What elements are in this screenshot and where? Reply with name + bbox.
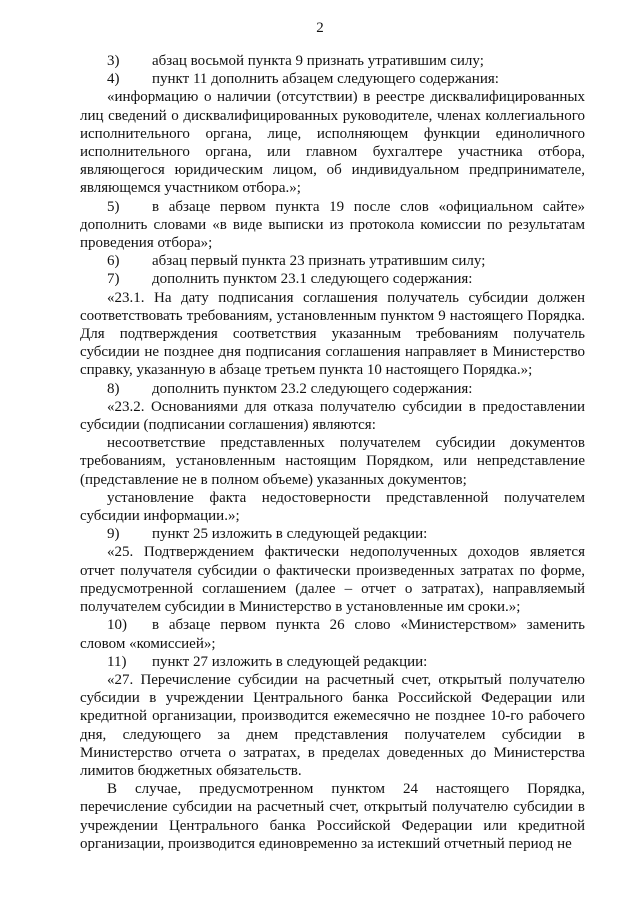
list-item bbox=[80, 270, 585, 288]
item-number: 9) bbox=[107, 526, 120, 543]
paragraph: «27. Перечисление субсидии на расчетный счет, открытый получателю субсидии в учреждении Центрального банка Российской Федерации или кредитной организации, производится ежемесячно не позднее 10-го рабочего дня, следующего за днем представления получателем субсидии в Министерство отчета о затратах, в пределах доведенных до Министерства лимитов бюджетных обязательств. bbox=[80, 671, 585, 779]
item-text: дополнить пунктом 23.1 следующего содержания: bbox=[152, 271, 473, 288]
list-item bbox=[80, 70, 585, 88]
item-number: 11) bbox=[107, 653, 127, 670]
item-number: 4) bbox=[107, 71, 120, 88]
paragraph: В случае, предусмотренном пунктом 24 настоящего Порядка, перечисление субсидии на расчетный счет, открытый получателю субсидии в учреждении Центрального банка Российской Федерации или кредитной организации, производится единовременно за истекший отчетный период не bbox=[80, 781, 585, 852]
paragraph: «25. Подтверждением фактически недополученных доходов является отчет получателя субсидии о фактически произведенных затратах по форме, предусмотренной соглашением (далее – отчет о затратах), направляемый получателем субсидии в Министерство в установленные им сроки.»; bbox=[80, 544, 585, 616]
item-number: 8) bbox=[107, 380, 120, 397]
document-body bbox=[80, 52, 585, 853]
item-number: 5) bbox=[107, 198, 120, 215]
paragraph: «23.1. На дату подписания соглашения получатель субсидии должен соответствовать требованиям, установленным пунктом 9 настоящего Порядка. Для подтверждения соответствия указанным требованиям получатель субсидии не позднее дня подписания соглашения направляет в Министерство справку, указанную в абзаце третьем пункта 10 настоящего Порядка.»; bbox=[80, 289, 585, 379]
list-item bbox=[80, 198, 585, 253]
paragraph: несоответствие представленных получателем субсидии документов требованиям, установленным настоящим Порядком, или непредставление (представление не в полном объеме) указанных документов; bbox=[80, 435, 585, 488]
list-item bbox=[80, 252, 585, 270]
paragraph: установление факта недостоверности представленной получателем субсидии информации.»; bbox=[80, 489, 585, 525]
paragraph: «информацию о наличии (отсутствии) в реестре дисквалифицированных лиц сведений о дисквалифицированных руководителе, членах коллегиального исполнительного органа, лице, исполняющем функции единоличного исполнительного органа, или главном бухгалтере участника отбора, являющегося юридическим лицом, об индивидуальном предпринимателе, являющемся участником отбора.»; bbox=[80, 89, 585, 197]
item-number: 3) bbox=[107, 53, 120, 69]
item-text: пункт 11 дополнить абзацем следующего содержания: bbox=[152, 71, 499, 88]
page-number: 2 bbox=[316, 20, 324, 36]
item-text: пункт 25 изложить в следующей редакции: bbox=[152, 526, 428, 543]
list-item bbox=[80, 52, 585, 70]
item-text: дополнить пунктом 23.2 следующего содержания: bbox=[152, 380, 473, 397]
list-item bbox=[80, 525, 585, 543]
item-text: абзац восьмой пункта 9 признать утратившим силу; bbox=[152, 53, 484, 69]
list-item bbox=[80, 616, 585, 652]
item-number: 7) bbox=[107, 271, 120, 288]
list-item bbox=[80, 380, 585, 398]
paragraph: «23.2. Основаниями для отказа получателю субсидии в предоставлении субсидии (подписании соглашения) являются: bbox=[80, 398, 585, 434]
item-text: в абзаце первом пункта 19 после слов «официальном сайте» дополнить словами «в виде выписки из протокола комиссии по результатам проведения отбора»; bbox=[80, 198, 585, 252]
item-number: 6) bbox=[107, 253, 120, 270]
item-text: пункт 27 изложить в следующей редакции: bbox=[152, 653, 428, 670]
list-item bbox=[80, 653, 585, 671]
item-text: в абзаце первом пункта 26 слово «Министерством» заменить словом «комиссией»; bbox=[80, 617, 585, 652]
item-text: абзац первый пункта 23 признать утратившим силу; bbox=[152, 253, 486, 270]
item-number: 10) bbox=[107, 617, 127, 634]
